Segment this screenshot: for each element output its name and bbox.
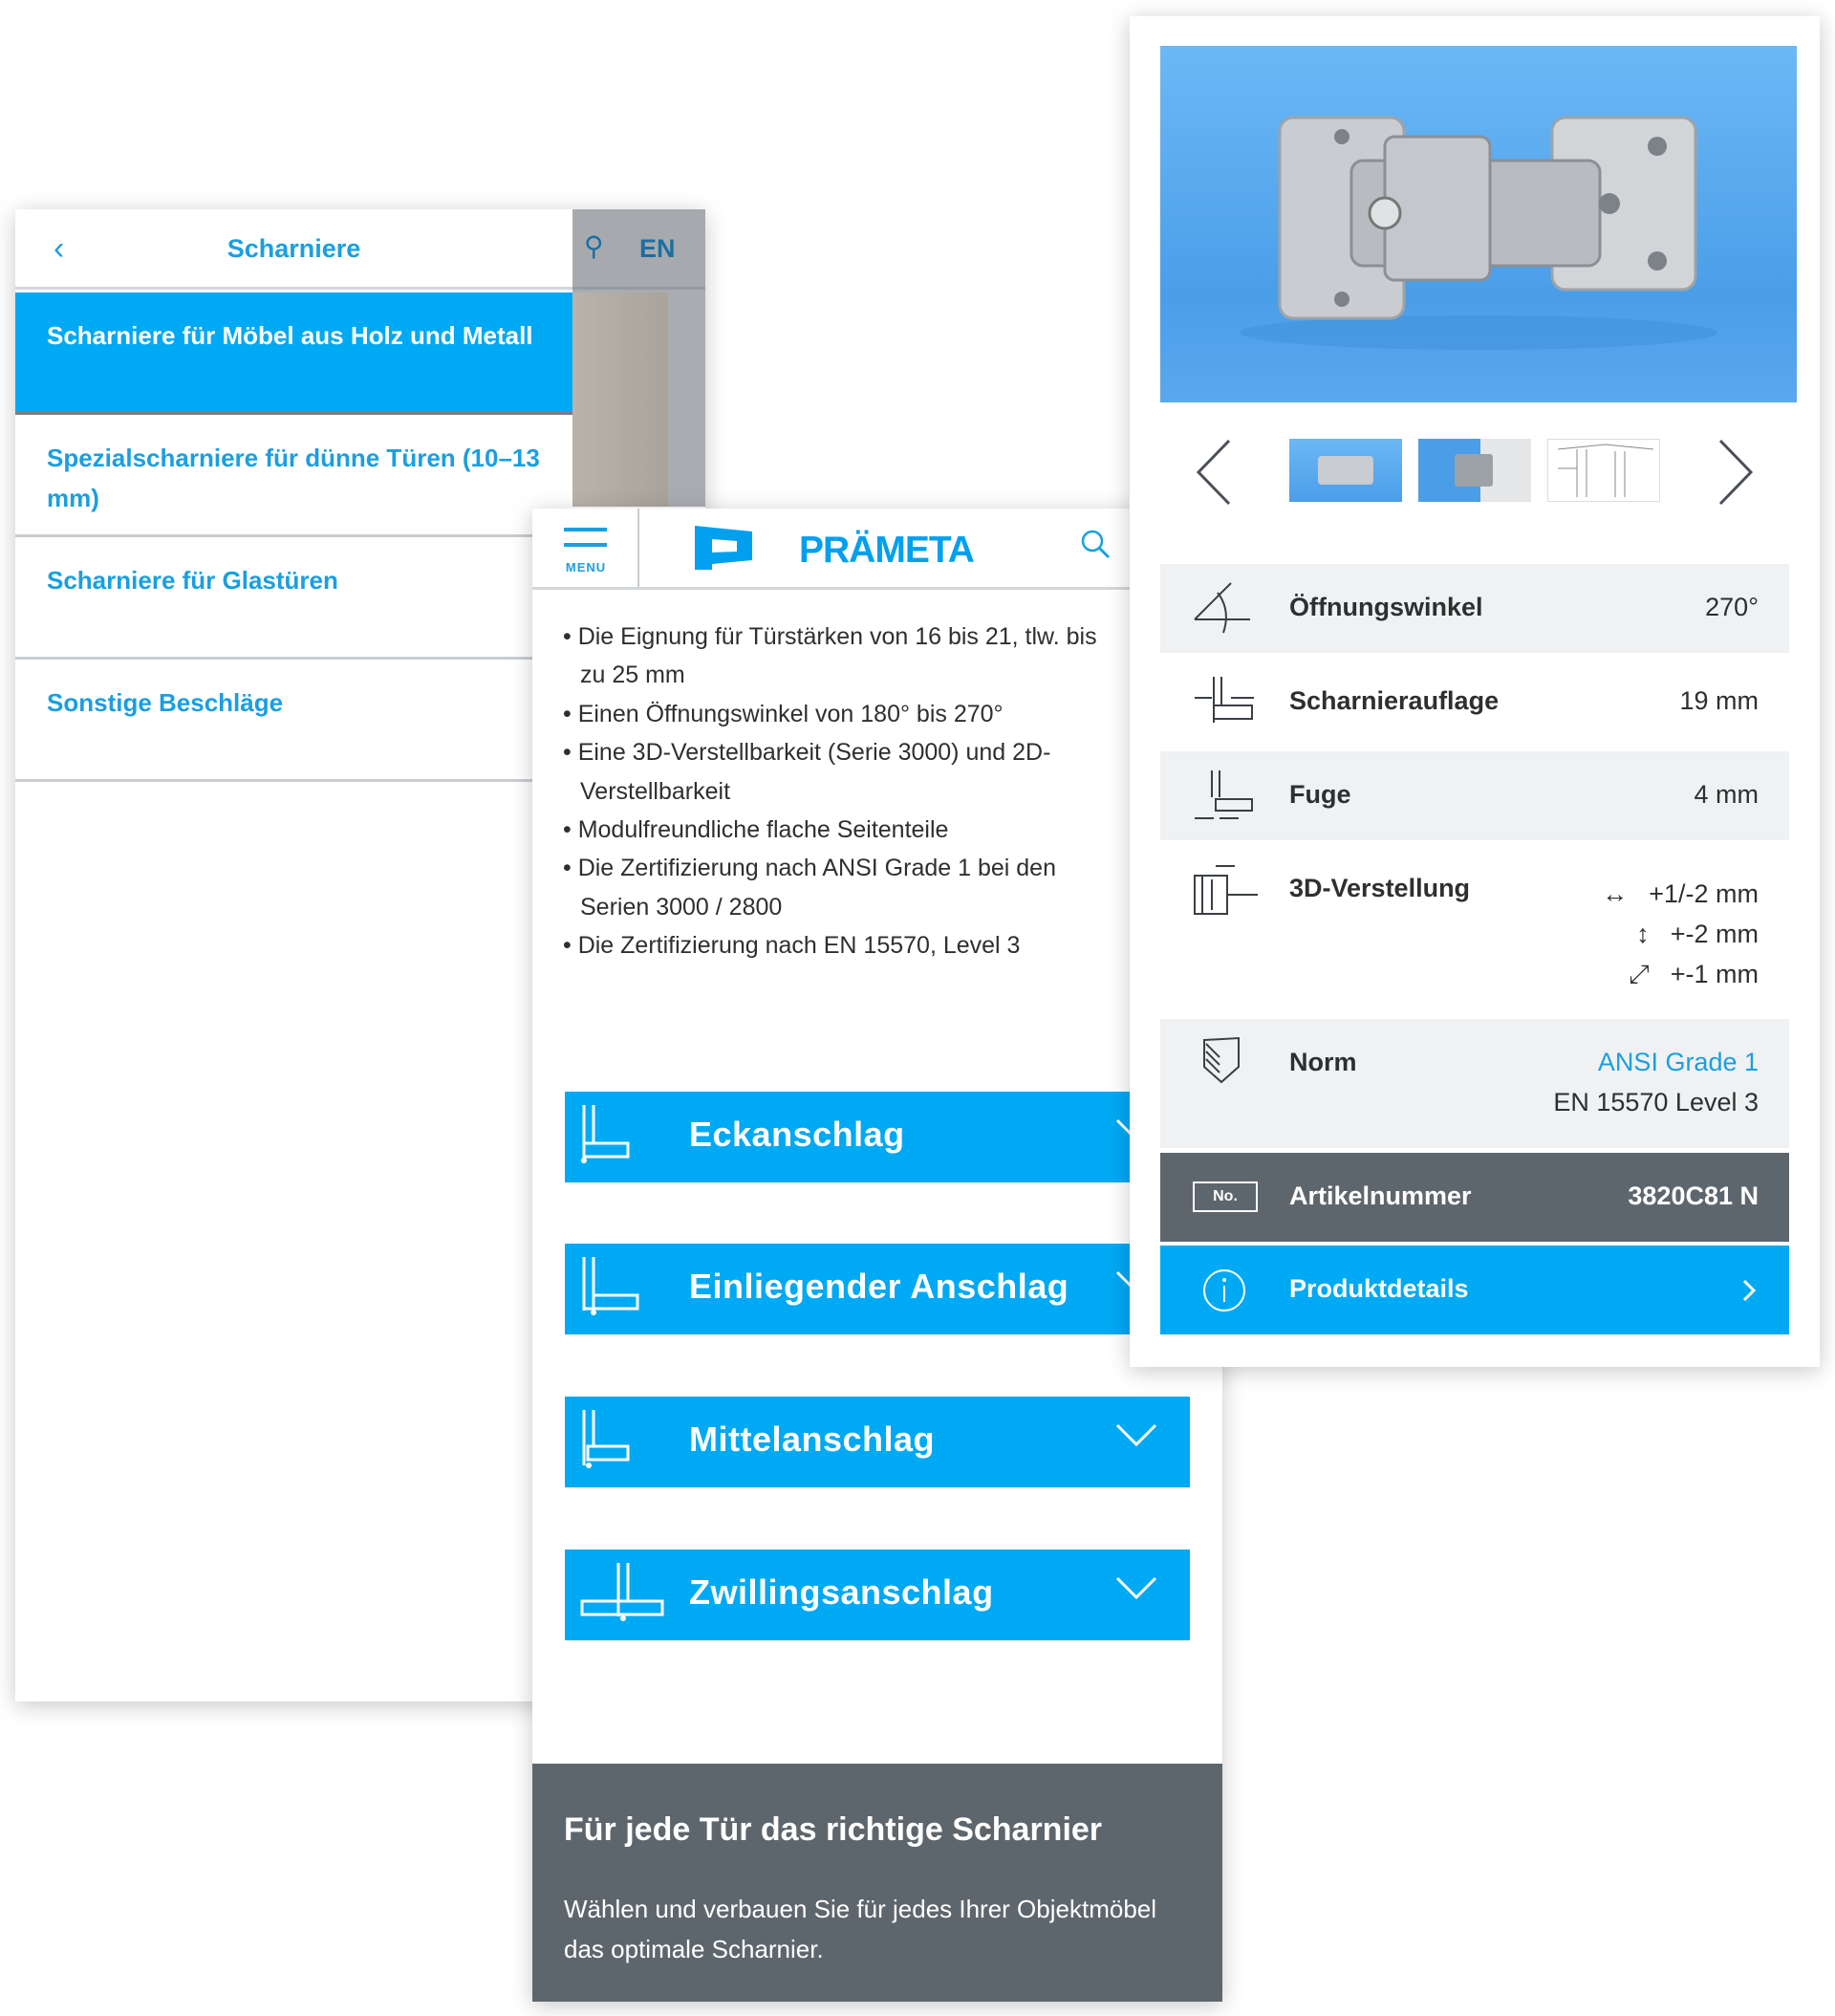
feature-list: [563, 618, 1117, 965]
menu-item-spezial[interactable]: [15, 415, 572, 537]
menu-header: [15, 209, 572, 290]
spec-label: Öffnungswinkel: [1289, 593, 1483, 621]
spec-label: Artikelnummer: [1289, 1181, 1472, 1210]
menu-item-label: Sonstige Beschläge: [47, 688, 284, 717]
feature-item: • Einen Öffnungswinkel von 180° bis 270°: [563, 695, 1117, 733]
corner-stop-icon: [580, 1105, 647, 1168]
accordion-label: Einliegender Anschlag: [689, 1267, 1069, 1306]
footer-title: Für jede Tür das richtige Scharnier: [564, 1811, 1103, 1848]
spec-value: 4 mm: [1694, 780, 1759, 809]
spec-value: +-2 mm: [1670, 920, 1759, 948]
spec-value: 19 mm: [1679, 686, 1759, 715]
image-gallery-strip: [1130, 439, 1820, 506]
feature-item: • Die Zertifizierung nach EN 15570, Level 3: [563, 926, 1117, 965]
ansi-grade-link[interactable]: ANSI Grade 1: [1597, 1048, 1759, 1076]
spec-value: 270°: [1705, 593, 1759, 621]
accordion-eckanschlag[interactable]: [565, 1092, 1190, 1182]
product-image: [1160, 46, 1797, 402]
spec-row-opening-angle: [1160, 564, 1789, 653]
menu-item-label: Scharniere für Möbel aus Holz und Metall: [47, 321, 533, 350]
search-icon[interactable]: ⚲: [584, 231, 604, 261]
menu-item-moebel[interactable]: [15, 293, 572, 415]
horizontal-arrow-icon: ↔: [1602, 879, 1629, 908]
language-switch[interactable]: EN: [639, 234, 676, 263]
spec-row-norm: [1160, 1019, 1789, 1148]
feature-item: • Eine 3D-Verstellbarkeit (Serie 3000) und 2D-Verstellbarkeit: [563, 733, 1117, 811]
product-details-button[interactable]: [1160, 1246, 1789, 1334]
menu-item-label: Spezialscharniere für dünne Türen (10–13 mm): [47, 444, 540, 512]
number-badge-icon: No.: [1193, 1181, 1258, 1212]
menu-item-label: Scharniere für Glastüren: [47, 566, 338, 595]
background-page-overlay: [572, 209, 705, 507]
spec-label: Fuge: [1289, 780, 1351, 809]
feature-item: • Die Zertifizierung nach ANSI Grade 1 bei den Serien 3000 / 2800: [563, 849, 1117, 926]
prameta-logo-icon: [695, 526, 754, 570]
depth-arrow-icon: ⤢: [1629, 960, 1650, 988]
chevron-down-icon: [1115, 1423, 1157, 1448]
menu-button[interactable]: [532, 509, 639, 587]
info-icon: [1202, 1268, 1246, 1312]
thumbnail-drawing[interactable]: [1547, 439, 1660, 502]
spec-label: 3D-Verstellung: [1289, 874, 1471, 902]
feature-item: • Modulfreundliche flache Seitenteile: [563, 811, 1117, 849]
back-chevron-icon[interactable]: ‹: [54, 230, 65, 267]
thumbnail-hinge[interactable]: [1289, 439, 1402, 502]
angle-icon: [1193, 581, 1252, 635]
middle-stop-icon: [580, 1410, 647, 1473]
spec-value: +-1 mm: [1670, 960, 1759, 988]
footer-text: Wählen und verbauen Sie für jedes Ihrer Objektmöbel das optimale Scharnier.: [564, 1895, 1157, 1963]
site-header: [532, 509, 1222, 590]
previous-image-arrow-icon[interactable]: [1195, 439, 1233, 506]
menu-item-sonstige[interactable]: [15, 660, 572, 782]
spec-value: EN 15570 Level 3: [1553, 1088, 1759, 1116]
accordion-einliegender-anschlag[interactable]: [565, 1244, 1190, 1334]
search-icon[interactable]: [1079, 528, 1113, 562]
accordion-label: Zwillingsanschlag: [689, 1572, 994, 1612]
spec-label: Produktdetails: [1289, 1274, 1469, 1303]
menu-item-glastueren[interactable]: [15, 537, 572, 660]
chevron-right-icon: [1741, 1278, 1757, 1303]
twin-stop-icon: [580, 1563, 668, 1626]
chevron-down-icon: [1115, 1576, 1157, 1601]
spec-label: Norm: [1289, 1048, 1357, 1076]
menu-label: MENU: [565, 560, 607, 574]
spec-row-gap: [1160, 751, 1789, 840]
feature-item: • Die Eignung für Türstärken von 16 bis 21, tlw. bis zu 25 mm: [563, 618, 1117, 695]
accordion-label: Mittelanschlag: [689, 1420, 936, 1459]
inset-stop-icon: [580, 1257, 647, 1320]
brand-name: PRÄMETA: [799, 530, 974, 571]
hinge-overlay-icon: [1193, 675, 1256, 728]
accordion-zwillingsanschlag[interactable]: [565, 1550, 1190, 1640]
spec-row-overlay: [1160, 658, 1789, 747]
spec-value: +1/-2 mm: [1649, 879, 1759, 908]
product-overview-panel: [532, 509, 1222, 2002]
vertical-arrow-icon: ↕: [1636, 920, 1650, 948]
shield-icon: [1202, 1036, 1241, 1084]
accordion-mittelanschlag[interactable]: [565, 1397, 1190, 1487]
3d-adjustment-icon: [1193, 862, 1262, 920]
product-detail-panel: [1130, 16, 1820, 1367]
thumbnail-mounted[interactable]: [1418, 439, 1531, 502]
next-image-arrow-icon[interactable]: [1716, 439, 1755, 506]
article-number: 3820C81 N: [1628, 1181, 1759, 1210]
spec-label: Scharnierauflage: [1289, 686, 1500, 715]
spec-row-article-number: [1160, 1153, 1789, 1242]
promo-footer: [532, 1764, 1222, 2002]
spec-row-3d-adjustment: [1160, 845, 1789, 1013]
gap-icon: [1193, 769, 1256, 826]
accordion-label: Eckanschlag: [689, 1115, 905, 1154]
menu-title: Scharniere: [227, 234, 361, 263]
